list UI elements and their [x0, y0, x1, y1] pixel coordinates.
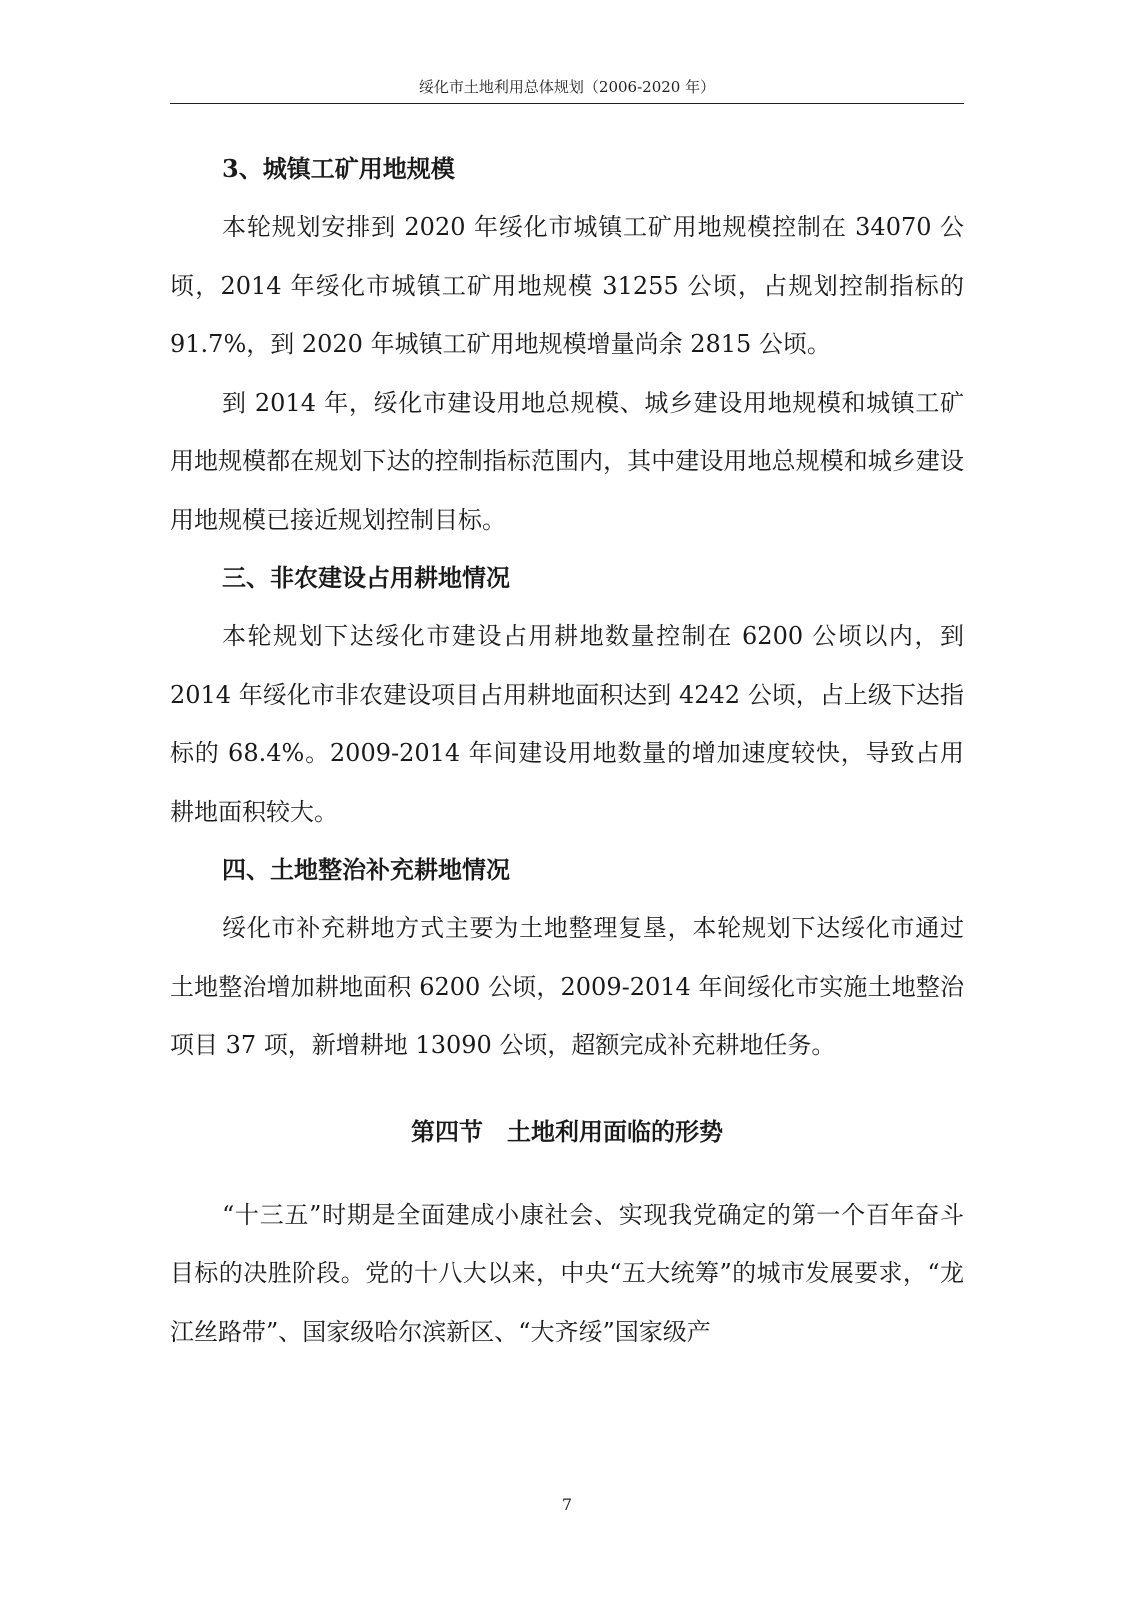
- paragraph: 本轮规划下达绥化市建设占用耕地数量控制在 6200 公顷以内，到 2014 年绥化市非农建设项目占用耕地面积达到 4242 公顷，占上级下达指标的 68.4%。2009-2014 年间建设用地数量的增加速度较快，导致占用耕地面积较大。: [170, 622, 964, 826]
- paragraph: 绥化市补充耕地方式主要为土地整理复垦，本轮规划下达绥化市通过土地整治增加耕地面积 6200 公顷，2009-2014 年间绥化市实施土地整治项目 37 项，新增耕地 13090 公顷，超额完成补充耕地任务。: [170, 914, 964, 1059]
- running-header: 绥化市土地利用总体规划（2006-2020 年）: [418, 78, 716, 96]
- paragraph: “十三五”时期是全面建成小康社会、实现我党确定的第一个百年奋斗目标的决胜阶段。党的十八大以来，中央“五大统筹”的城市发展要求，“龙江丝路带”、国家级哈尔滨新区、“大齐绥”国家级产: [170, 1200, 964, 1346]
- page-content: [170, 140, 964, 1361]
- paragraph: 到 2014 年，绥化市建设用地总规模、城乡建设用地规模和城镇工矿用地规模都在规划下达的控制指标范围内，其中建设用地总规模和城乡建设用地规模已接近规划控制目标。: [170, 388, 964, 534]
- heading-urban-mining-land: 3、城镇工矿用地规模: [222, 154, 455, 183]
- section-title: 第四节 土地利用面临的形势: [411, 1116, 723, 1146]
- heading-non-agri-occupation: 三、非农建设占用耕地情况: [222, 563, 510, 592]
- header-rule: [170, 103, 964, 104]
- heading-land-consolidation: 四、土地整治补充耕地情况: [222, 855, 510, 884]
- paragraph: 本轮规划安排到 2020 年绥化市城镇工矿用地规模控制在 34070 公顷，2014 年绥化市城镇工矿用地规模 31255 公顷，占规划控制指标的 91.7%，到 2020 年城镇工矿用地规模增量尚余 2815 公顷。: [170, 213, 964, 358]
- page-number: 7: [561, 1495, 573, 1514]
